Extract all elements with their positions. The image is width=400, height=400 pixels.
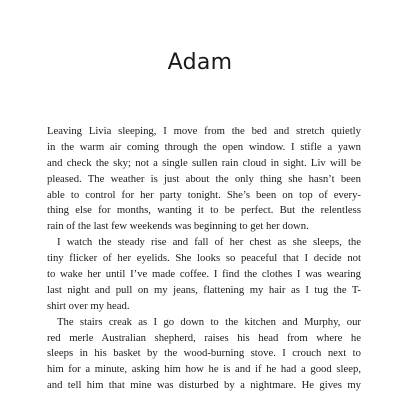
text-line: and tell him that mine was disturbed by a nightmare. He gives my — [47, 379, 361, 392]
text-line: him for a minute, asking him how he is and if he had a good sleep, — [47, 363, 361, 376]
chapter-title: Adam — [167, 50, 233, 75]
chapter-body — [47, 124, 361, 394]
text-line: The stairs creak as I go down to the kitchen and Murphy, our — [57, 315, 361, 328]
text-line: shirt over my head. — [47, 299, 130, 312]
paragraph — [47, 235, 361, 314]
text-line: to wake her until I’ve made coffee. I find the clothes I was wearing — [47, 268, 361, 281]
text-line: able to control for her party tonight. She’s been on top of every- — [47, 188, 361, 201]
text-line: and check the sky; not a single sullen rain cloud in sight. Liv will be — [47, 156, 361, 169]
text-line: rain of the last few weekends was beginning to get her down. — [47, 220, 309, 233]
text-line: in the warm air coming through the open window. I stifle a yawn — [47, 140, 361, 153]
text-line: thing else for months, wanting it to be perfect. But the relentless — [47, 204, 361, 217]
text-line: Leaving Livia sleeping, I move from the bed and stretch quietly — [47, 125, 361, 137]
text-line: I watch the steady rise and fall of her chest as she sleeps, the — [57, 236, 361, 249]
text-line: sleeps in his basket by the wood-burning stove. I crouch next to — [47, 347, 361, 360]
text-line: red merle Australian shepherd, raises his head from where he — [47, 331, 361, 344]
text-line: tiny flicker of her eyelids. She looks so peaceful that I decide not — [47, 252, 361, 265]
paragraph — [47, 124, 361, 235]
paragraph — [47, 315, 361, 394]
text-line: pleased. The weather is just about the only thing she hasn’t been — [47, 172, 361, 185]
text-line: last night and pull on my jeans, flattening my hair as I tug the T- — [47, 283, 361, 296]
